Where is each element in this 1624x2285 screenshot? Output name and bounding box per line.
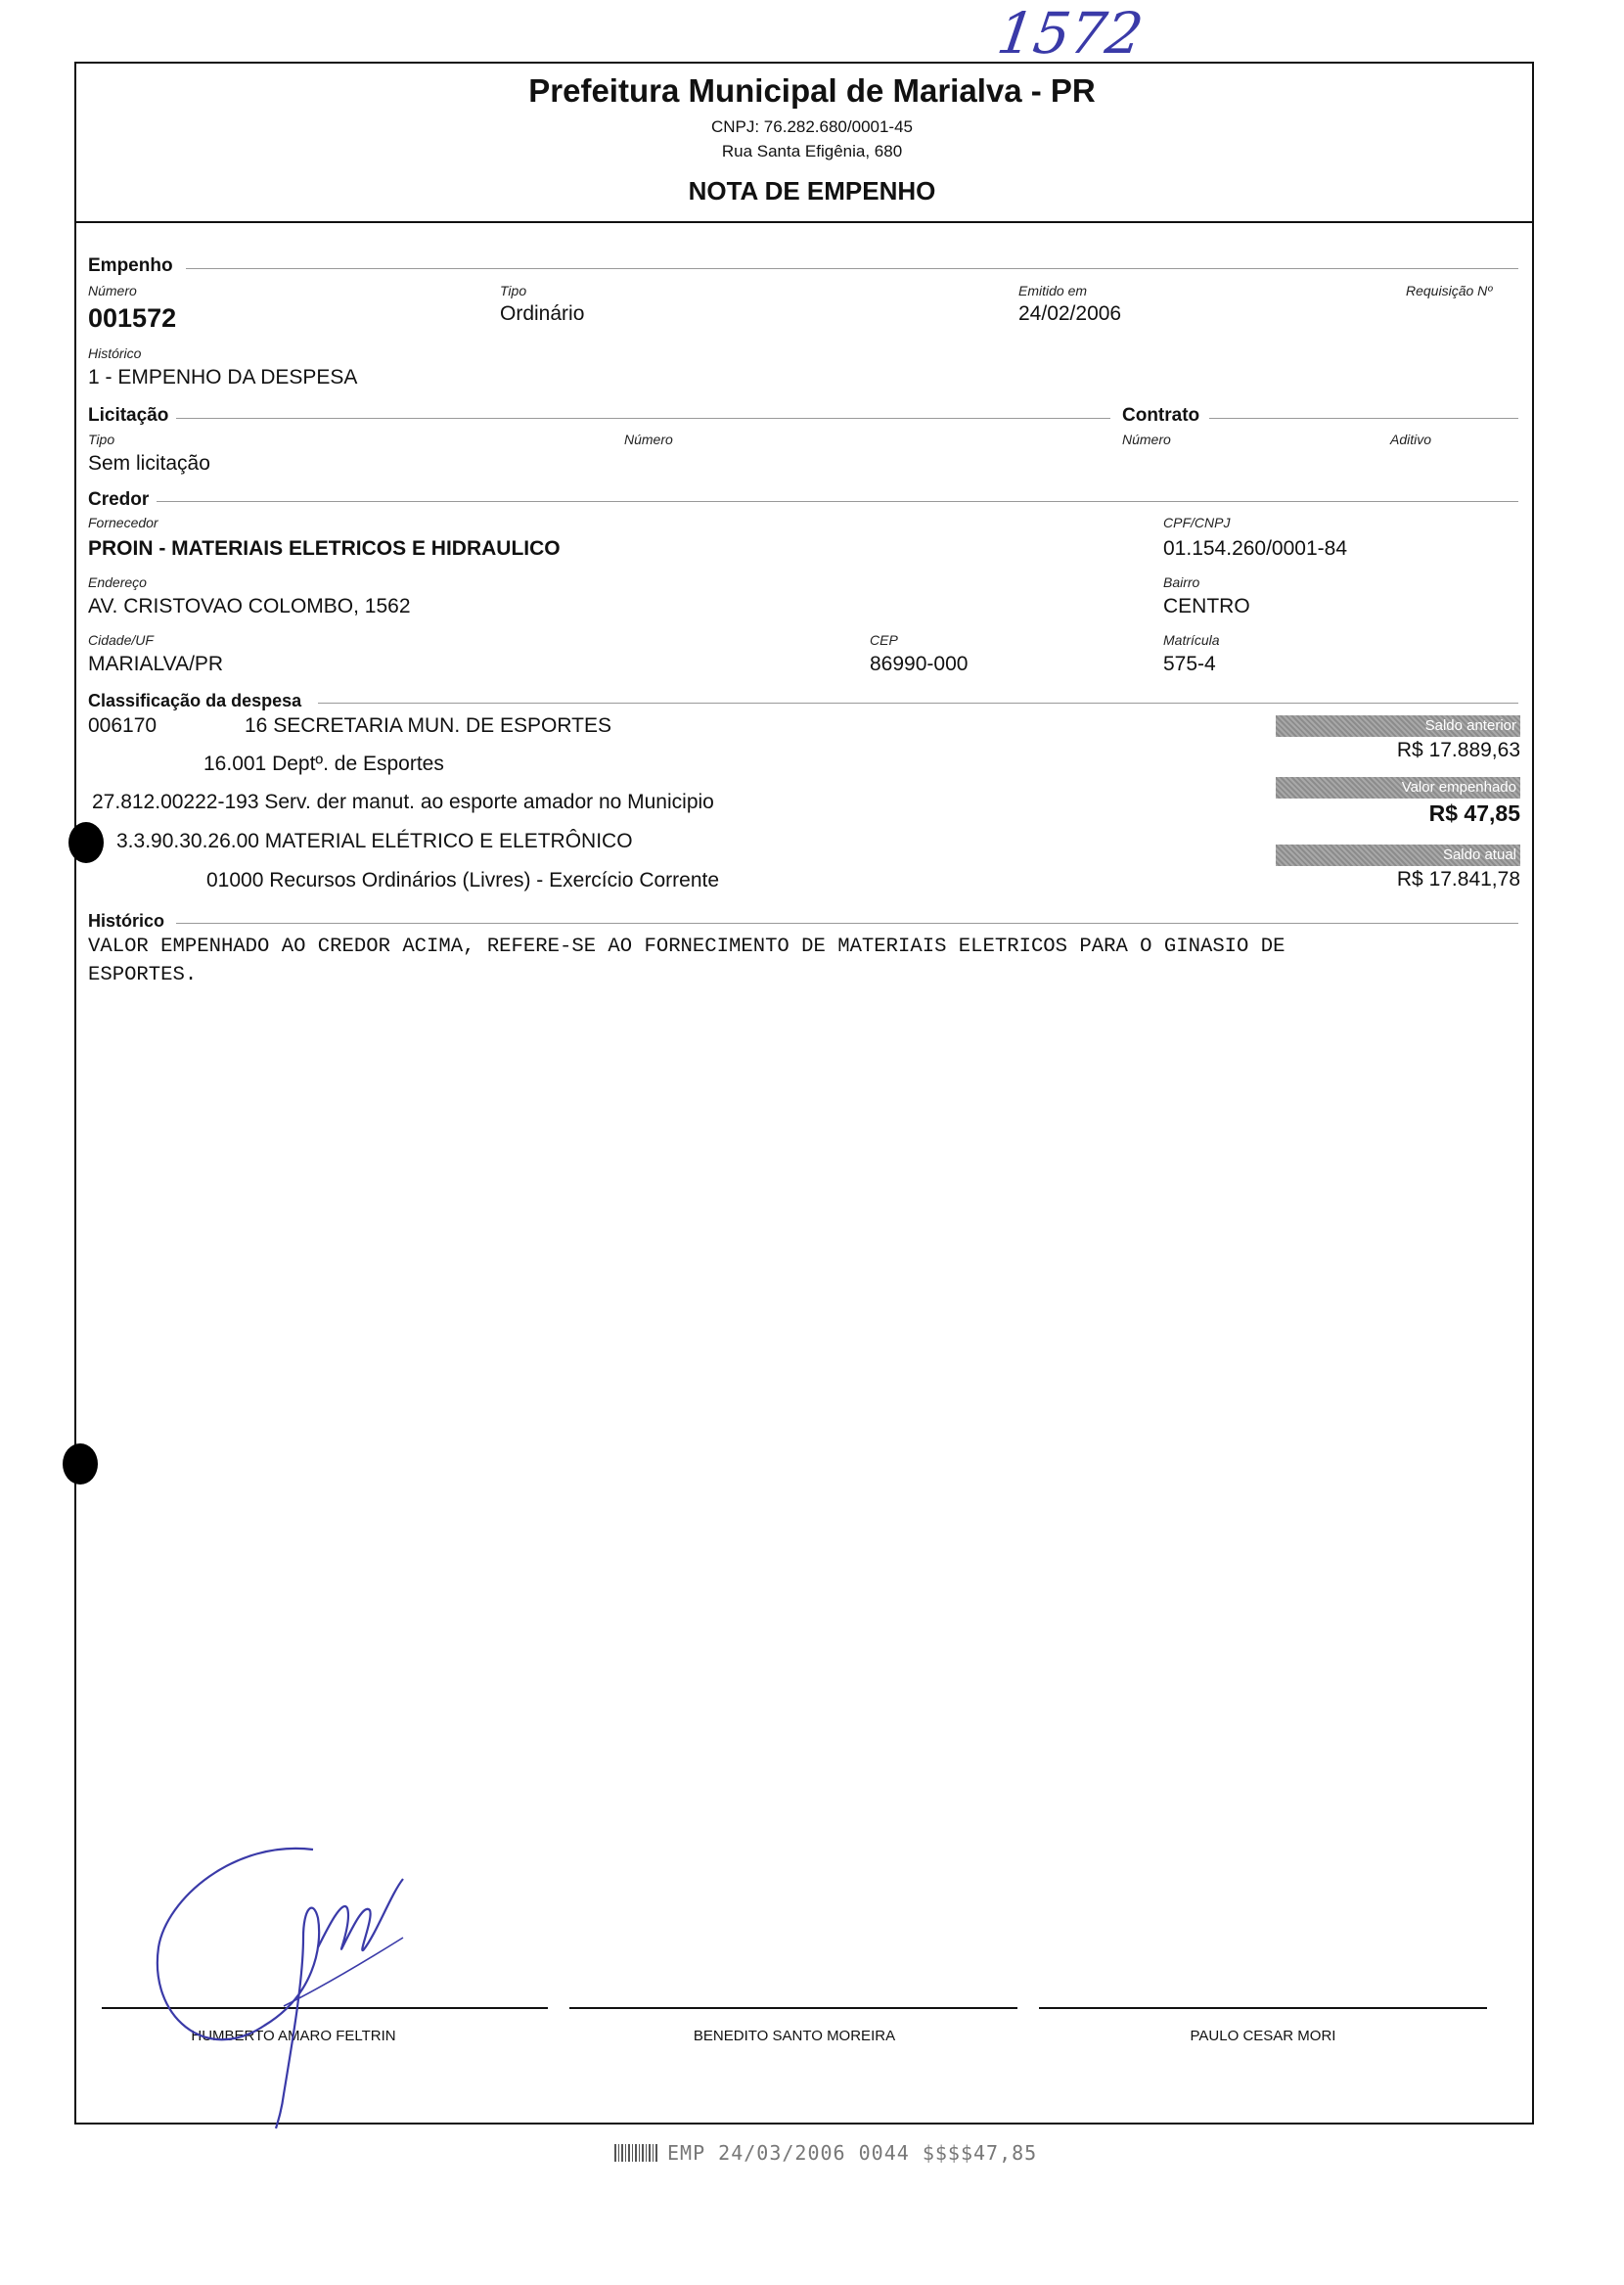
bairro-value: CENTRO <box>1163 595 1250 617</box>
requisicao-label: Requisição Nº <box>1406 283 1493 298</box>
contrato-aditivo-label: Aditivo <box>1390 432 1432 447</box>
fornecedor-label: Fornecedor <box>88 515 158 530</box>
section-rule <box>1209 418 1518 419</box>
header-divider <box>74 221 1534 223</box>
bairro-label: Bairro <box>1163 574 1200 590</box>
endereco-label: Endereço <box>88 574 147 590</box>
saldo-atual-label: Saldo atual <box>1276 845 1520 866</box>
historico-line-2: ESPORTES. <box>88 964 198 986</box>
signature-line <box>569 2007 1017 2009</box>
cep-value: 86990-000 <box>870 653 969 675</box>
saldo-atual-value: R$ 17.841,78 <box>1396 868 1520 891</box>
tipo-label: Tipo <box>500 283 527 298</box>
section-historico: Histórico <box>88 911 165 931</box>
licitacao-tipo: Sem licitação <box>88 452 210 475</box>
valor-empenhado-label: Valor empenhado <box>1276 777 1520 799</box>
section-rule <box>157 501 1518 502</box>
fornecedor-name: PROIN - MATERIAIS ELETRICOS E HIDRAULICO <box>88 537 561 560</box>
cpf-label: CPF/CNPJ <box>1163 515 1231 530</box>
stamp-text: EMP 24/03/2006 0044 $$$$47,85 <box>667 2141 1038 2165</box>
cidade-label: Cidade/UF <box>88 632 154 648</box>
section-rule <box>176 418 1110 419</box>
barcode-icon <box>614 2144 657 2162</box>
classificacao-secretaria: 16 SECRETARIA MUN. DE ESPORTES <box>245 714 611 737</box>
page-title: Prefeitura Municipal de Marialva - PR <box>528 72 1096 109</box>
cidade-value: MARIALVA/PR <box>88 653 224 675</box>
matricula-label: Matrícula <box>1163 632 1220 648</box>
emitido-date: 24/02/2006 <box>1018 302 1122 325</box>
emitido-label: Emitido em <box>1018 283 1088 298</box>
section-empenho: Empenho <box>88 255 173 276</box>
section-contrato: Contrato <box>1122 405 1200 426</box>
licitacao-tipo-label: Tipo <box>88 432 115 447</box>
classificacao-departamento: 16.001 Deptº. de Esportes <box>203 753 444 775</box>
section-rule <box>318 703 1518 704</box>
section-classificacao: Classificação da despesa <box>88 691 302 710</box>
address-text: Rua Santa Efigênia, 680 <box>721 142 903 160</box>
section-credor: Credor <box>88 489 150 510</box>
empenho-historico: 1 - EMPENHO DA DESPESA <box>88 366 358 388</box>
matricula-value: 575-4 <box>1163 653 1216 675</box>
empenho-tipo: Ordinário <box>500 302 585 325</box>
register-stamp <box>614 2141 1037 2165</box>
section-rule <box>176 923 1518 924</box>
historico-line-1: VALOR EMPENHADO AO CREDOR ACIMA, REFERE-SE AO FORNECIMENTO DE MATERIAIS ELETRICOS PARA O GINASIO DE <box>88 936 1286 958</box>
numero-label: Número <box>88 283 137 298</box>
cnpj-text: CNPJ: 76.282.680/0001-45 <box>710 117 914 136</box>
valor-empenhado-value: R$ 47,85 <box>1428 800 1520 826</box>
classificacao-programa: 27.812.00222-193 Serv. der manut. ao esporte amador no Municipio <box>92 791 714 813</box>
cpf-value: 01.154.260/0001-84 <box>1163 537 1348 560</box>
signature-name-1: HUMBERTO AMARO FELTRIN <box>191 2028 396 2044</box>
section-rule <box>186 268 1518 269</box>
signature-line <box>1039 2007 1487 2009</box>
licitacao-numero-label: Número <box>624 432 673 447</box>
classificacao-elemento: 3.3.90.30.26.00 MATERIAL ELÉTRICO E ELETRÔNICO <box>116 830 633 852</box>
handwritten-number: 1572 <box>993 0 1148 67</box>
historico-label: Histórico <box>88 345 142 361</box>
endereco-value: AV. CRISTOVAO COLOMBO, 1562 <box>88 595 411 617</box>
saldo-anterior-label: Saldo anterior <box>1276 715 1520 737</box>
signature-name-3: PAULO CESAR MORI <box>1190 2028 1336 2044</box>
classificacao-code: 006170 <box>88 714 158 737</box>
punch-hole <box>63 1443 98 1485</box>
punch-hole <box>68 822 104 863</box>
empenho-numero: 001572 <box>88 303 177 333</box>
saldo-anterior-value: R$ 17.889,63 <box>1396 739 1520 761</box>
document-title: NOTA DE EMPENHO <box>688 176 936 206</box>
contrato-numero-label: Número <box>1122 432 1171 447</box>
handwritten-signature <box>147 1840 470 2133</box>
signature-name-2: BENEDITO SANTO MOREIRA <box>693 2028 896 2044</box>
section-licitacao: Licitação <box>88 405 169 426</box>
cep-label: CEP <box>870 632 898 648</box>
classificacao-recurso: 01000 Recursos Ordinários (Livres) - Exercício Corrente <box>206 869 720 891</box>
